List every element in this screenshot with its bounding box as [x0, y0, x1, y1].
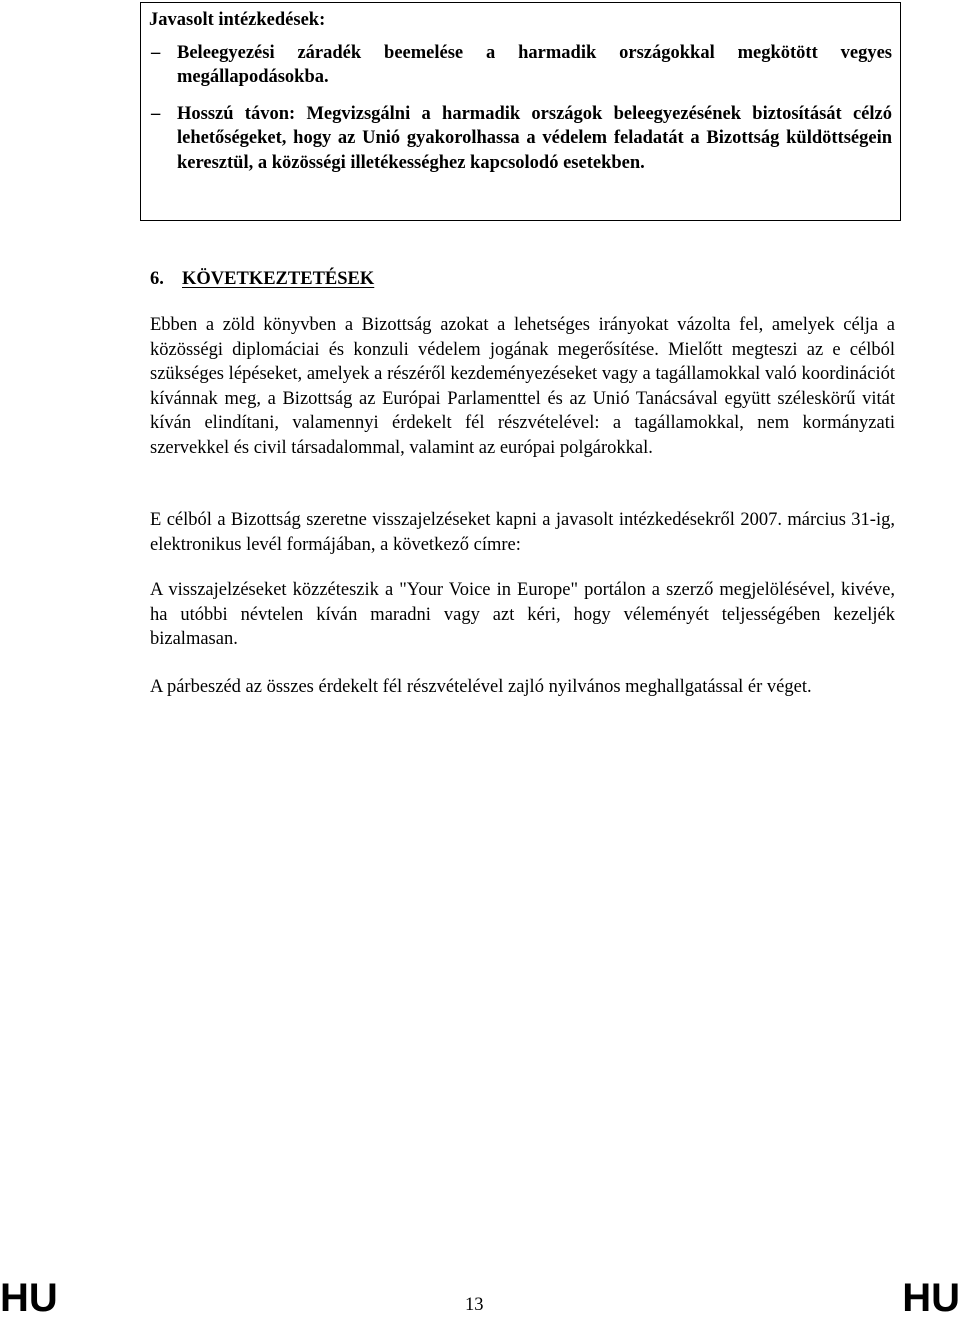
paragraph: A visszajelzéseket közzéteszik a "Your Voice in Europe" portálon a szerző megjelölésével, kivéve, ha utóbbi névtelen kíván maradni vagy azt kéri, hogy véleményét teljességében kezeljék bizalmasan. [150, 580, 895, 649]
section-number: 6. [150, 269, 164, 289]
footer-language-right: HU [902, 1276, 960, 1318]
section-heading [150, 266, 374, 292]
dash-bullet: – [151, 42, 161, 63]
page-number: 13 [465, 1295, 484, 1315]
dash-bullet: – [151, 103, 161, 124]
paragraph: E célból a Bizottság szeretne visszajelzéseket kapni a javasolt intézkedésekről 2007. március 31-ig, elektronikus levél formájában, a következő címre: [150, 510, 895, 555]
box-title: Javasolt intézkedések: [149, 10, 326, 30]
paragraph: A párbeszéd az összes érdekelt fél részvételével zajló nyilvános meghallgatással ér véget. [150, 677, 812, 697]
list-item-text: Beleegyezési záradék beemelése a harmadik országokkal megkötött vegyes megállapodásokba. [177, 42, 892, 87]
measures-list [149, 41, 892, 176]
proposed-measures-box [140, 2, 901, 221]
section-title: KÖVETKEZTETÉSEK [182, 269, 375, 289]
list-item [149, 102, 892, 176]
paragraph: Ebben a zöld könyvben a Bizottság azokat a lehetséges irányokat vázolta fel, amelyek célja a közösségi diplomáciai és konzuli védelem jogának megerősítése. Mielőtt megteszi az e célból szükséges lépéseket, amelyek a részéről kezdeményezéseket vagy a tagállamokkal való koordinációt kívánnak meg, a Bizottság az Európai Parlamenttel és az Unió Tanácsával együtt széleskörű vitát kíván elindítani, valamennyi érdekelt fél részvételével: a tagállamokkal, nem kormányzati szervekkel és civil társadalommal, valamint az európai polgárokkal. [150, 315, 895, 458]
list-item [149, 41, 892, 90]
footer-language-left: HU [0, 1276, 58, 1318]
list-item-text: Hosszú távon: Megvizsgálni a harmadik országok beleegyezésének biztosítását célzó lehetőségeket, hogy az Unió gyakorolhassa a védelem feladatát a Bizottság küldöttségein keresztül, a közösségi illetékességhez kapcsolodó esetekben. [177, 103, 892, 173]
